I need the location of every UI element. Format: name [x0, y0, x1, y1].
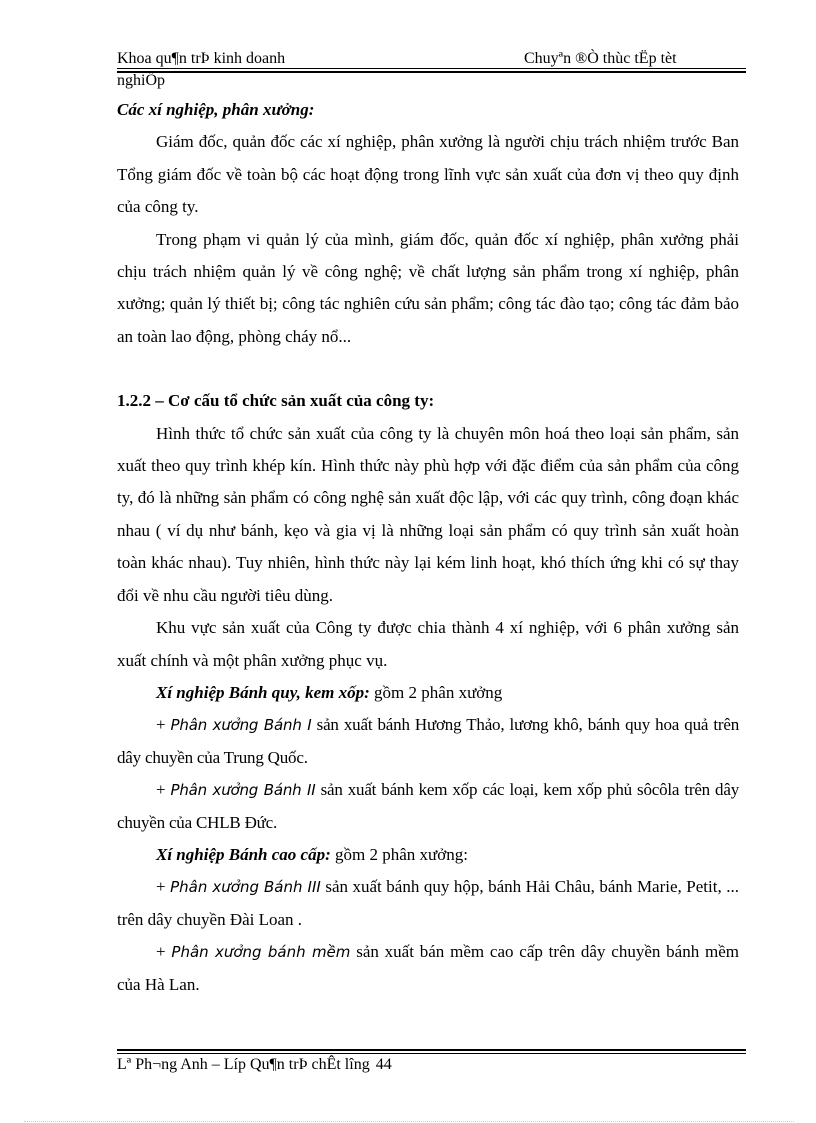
list-item	[117, 871, 739, 936]
workshop-name: Phân xưởng bánh mềm	[171, 943, 351, 962]
footer-rule-thick	[117, 1049, 746, 1051]
section-title: Các xí nghiệp, phân xưởng:	[117, 100, 315, 119]
bullet: +	[156, 877, 171, 897]
workshop-name: Phân xưởng Bánh III	[170, 878, 321, 897]
paragraph: Khu vực sản xuất của Công ty được chia thành 4 xí nghiệp, với 6 phân xưởng sản xuất chính và một phân xưởng phục vụ.	[117, 618, 739, 670]
header-report-title: Chuyªn ®Ò thùc tËp tèt	[524, 50, 677, 67]
sub-heading	[117, 677, 739, 709]
workshop-desc: sản xuất bánh quy hộp, bánh Hải Châu, bánh Marie, Petit, ... trên dây chuyền Đài Loan .	[117, 877, 739, 929]
bullet: +	[156, 780, 171, 800]
footer-rule	[117, 1053, 746, 1054]
header-faculty: Khoa qu¶n trÞ kinh doanh	[117, 50, 286, 67]
page-edge	[24, 1121, 794, 1122]
footer-author-text: Lª Ph¬ng Anh – Líp Qu¶n trÞ chÊt lîng	[117, 1056, 370, 1073]
paragraph: Giám đốc, quản đốc các xí nghiệp, phân xưởng là người chịu trách nhiệm trước Ban Tổng giám đốc về toàn bộ các hoạt động trong lĩnh vực sản xuất của đơn vị theo quy định của công ty.	[117, 132, 739, 217]
page-number: 44	[375, 1056, 392, 1073]
workshop-desc: sản xuất bánh Hương Thảo, lương khô, bánh quy hoa quả trên dây chuyền của Trung Quốc.	[117, 715, 739, 767]
enterprise-desc: gồm 2 phân xưởng	[369, 682, 503, 702]
spacer	[117, 353, 739, 385]
paragraph: Trong phạm vi quản lý của mình, giám đốc, quản đốc xí nghiệp, phân xưởng phải chịu trách nhiệm quản lý về công nghệ; về chất lượng sản phẩm trong xí nghiệp, phân xưởng; quản lý thiết bị; công tác nghiên cứu sản phẩm; công tác đào tạo; công tác đảm bảo an toàn lao động, phòng cháy nổ...	[117, 229, 739, 346]
list-item	[117, 774, 739, 839]
workshop-name: Phân xưởng Bánh I	[170, 716, 312, 735]
header-rule	[117, 68, 746, 69]
header-title-continuation: nghiÖp	[117, 72, 165, 89]
bullet: +	[156, 715, 171, 735]
workshop-name: Phân xưởng Bánh II	[170, 781, 316, 800]
section-heading: 1.2.2 – Cơ cấu tổ chức sản xuất của công ty:	[117, 391, 435, 411]
footer-author	[117, 1056, 392, 1074]
page-body	[117, 94, 739, 1001]
enterprise-title: Xí nghiệp Bánh cao cấp:	[156, 844, 331, 864]
workshop-desc: sản xuất bánh kem xốp các loại, kem xốp phủ sôcôla trên dây chuyền của CHLB Đức.	[117, 780, 740, 832]
enterprise-desc: gồm 2 phân xưởng:	[330, 844, 468, 864]
list-item	[117, 709, 739, 774]
enterprise-title: Xí nghiệp Bánh quy, kem xốp:	[156, 682, 370, 702]
workshop-desc: sản xuất bán mềm cao cấp trên dây chuyền bánh mềm của Hà Lan.	[117, 942, 740, 994]
sub-heading	[117, 839, 739, 871]
bullet: +	[156, 942, 172, 962]
paragraph: Hình thức tổ chức sản xuất của công ty là chuyên môn hoá theo loại sản phẩm, sản xuất theo quy trình khép kín. Hình thức này phù hợp với đặc điểm của sản phẩm của công ty, đó là những sản phẩm có công nghệ sản xuất độc lập, với các quy trình, công đoạn khác nhau ( ví dụ như bánh, kẹo và gia vị là những loại sản phẩm có quy trình sản xuất hoàn toàn khác nhau). Tuy nhiên, hình thức này lại kém linh hoạt, khó thích ứng khi có sự thay đổi về nhu cầu người tiêu dùng.	[117, 423, 739, 605]
header-rule-thick	[117, 71, 746, 73]
list-item	[117, 936, 739, 1001]
